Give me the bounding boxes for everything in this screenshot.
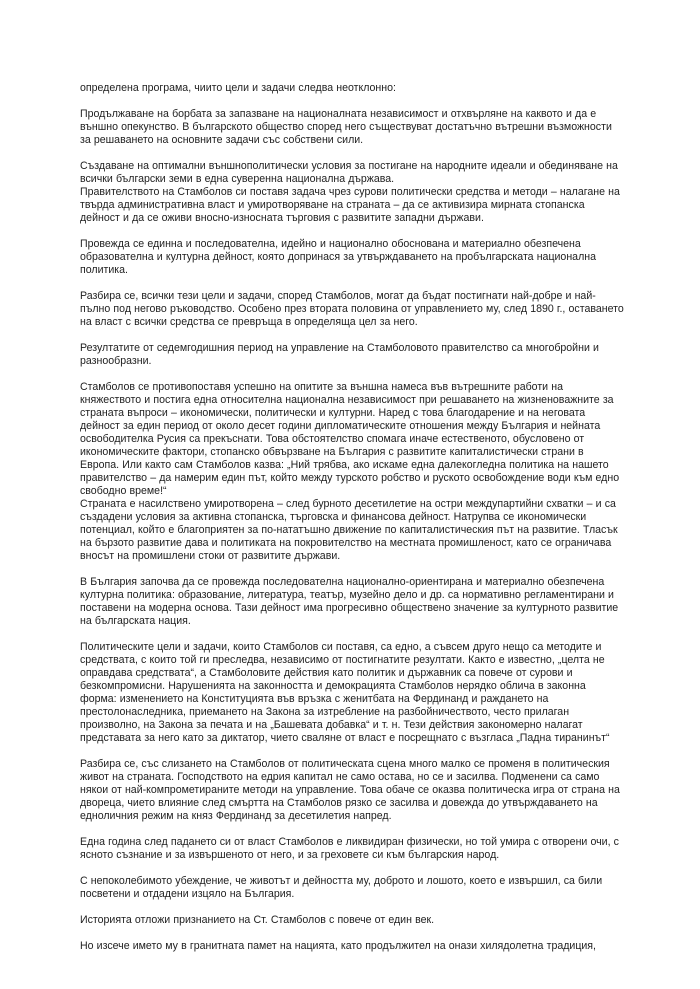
paragraph-16: Но изсече името му в гранитната памет на нацията, като продължител на онази хилядолетна традиция, — [80, 940, 596, 952]
paragraph-12: Разбира се, със слизането на Стамболов от политическата сцена много малко се променя в политическия живот на страната. Господството на едрия капитал не само остава, но се и засилва. Подменени са само някои от най-компрометираните методи на управление. Това обаче се оказва политическа игра от страна на двореца, чието влияние след смъртта на Стамболов рязко се засилва и довежда до утвърждаването на едноличния режим на княз Фердинанд за десетилетия напред. — [80, 758, 620, 822]
paragraph-2: Продължаване на борбата за запазване на националната независимост и отхвърляне на каквото и да е външно опекунство. В българското общество според него съществуват достатъчно вътрешни възможности за решаването на основните задачи със собствени сили. — [80, 108, 612, 146]
paragraph-15: Историята отложи признанието на Ст. Стамболов с повече от един век. — [80, 914, 435, 926]
paragraph-10: В България започва да се провежда последователна национално-ориентирана и материално обезпечена културна политика: образование, литература, театър, музейно дело и др. са нормативно регламентирани и поставени на модерна основа. Тази дейност има прогресивно обществено значение за културното развитие на българската нация. — [80, 576, 619, 627]
paragraph-4: Правителството на Стамболов си поставя задача чрез сурови политически средства и методи – налагане на твърда административна власт и умиротворяване на страната – да се активизира мирната стопанска дейност и да се оживи вносно-износната търговия с развитите западни държави. — [80, 186, 620, 224]
paragraph-8: Стамболов се противопоставя успешно на опитите за външна намеса във вътрешните работи на княжеството и постига една относителна национална независимост при решаването на жизненоважните за страната въпроси – икономически, политически и културни. Наред с това благодарение и на неговата дейност за един период от около десет години дипломатическите отношения между България и нейната освободителка Русия са прекъснати. Това обстоятелство спомага иначе естественото, обусловено от икономическите фактори, стопанско обвързване на България с развитите капиталистически страни в Европа. Или както сам Стамболов казва: „Ний трябва, ако искаме една далекогледна политика на нашето правителство – да намерим един път, който между турското робство и руското освобождение води към едно свободно време!“ — [80, 381, 620, 497]
paragraph-13: Една година след падането си от власт Стамболов е ликвидиран физически, но той умира с отворени очи, с ясното съзнание и за извършеното от него, и за греховете си към българския народ. — [80, 836, 619, 861]
paragraph-11: Политическите цели и задачи, които Стамболов си поставя, са едно, а съвсем друго нещо са методите и средствата, с които той ги преследва, независимо от постигнатите резултати. Както е известно, „целта не оправдава средствата“, а Стамболовите действия като политик и държавник са повече от сурови и безкомпромисни. Нарушенията на законността и демокрацията Стамболов нерядко облича в законна форма: изменението на Конституцията във връзка с женитбата на Фердинанд и раждането на престолонаследника, приемането на Закона за изтребление на разбойничеството, често прилаган произволно, на Закона за печата и на „Башевата добавка“ и т. н. Тези действия закономерно налагат представата за него като за диктатор, чието сваляне от власт е посрещнато с възгласа „Падна тиранинът“ — [80, 641, 610, 744]
paragraph-6: Разбира се, всички тези цели и задачи, според Стамболов, могат да бъдат постигнати най-добре и най-пълно под негово ръководство. Особено през втората половина от управлението му, след 1890 г., оставането на власт с всички средства се превръща в определяща цел за него. — [80, 290, 624, 328]
paragraph-7: Резултатите от седемгодишния период на управление на Стамболовото правителство са многобройни и разнообразни. — [80, 342, 599, 367]
paragraph-14: С непоколебимото убеждение, че животът и дейността му, доброто и лошото, което е извършил, са били посветени и отдадени изцяло на България. — [80, 875, 603, 900]
paragraph-3: Създаване на оптимални външнополитически условия за постигане на народните идеали и обединяване на всички български земи в една суверенна национална държава. — [80, 160, 618, 185]
document-body — [80, 82, 625, 953]
paragraph-5: Провежда се единна и последователна, идейно и национално обоснована и материално обезпечена образователна и културна дейност, която допринася за утвърждаването на пробългарската национална политика. — [80, 238, 596, 276]
paragraph-1: определена програма, чиито цели и задачи следва неотклонно: — [80, 82, 396, 94]
paragraph-9: Страната е насилствено умиротворена – след бурното десетилетие на остри междупартийни схватки – и са създадени условия за активна стопанска, търговска и финансова дейност. Натрупва се икономически потенциал, който е благоприятен за по-нататъшно движение по капиталистическия път на развитие. Тласък на бързото развитие дава и политиката на покровителство на местната промишленост, като се ограничава вносът на промишлени стоки от развитите държави. — [80, 498, 618, 562]
